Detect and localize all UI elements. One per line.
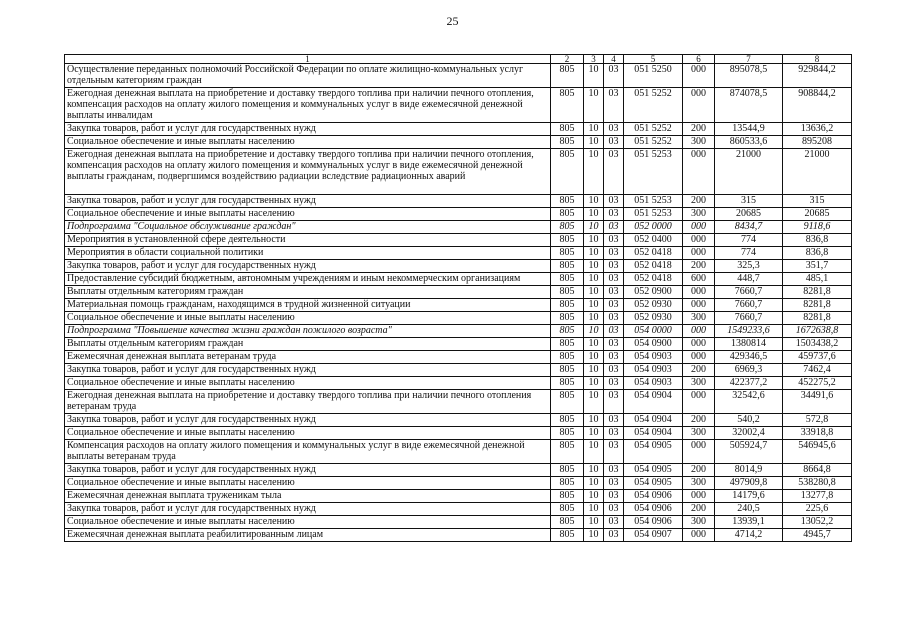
ved-code: 805 [551,427,584,440]
subsection-code: 03 [604,490,624,503]
row-name: Закупка товаров, работ и услуг для государственных нужд [65,260,551,273]
table-row [65,325,852,338]
section-code: 10 [584,149,604,195]
subsection-code: 03 [604,312,624,325]
column-number: 2 [551,55,584,64]
row-name: Ежегодная денежная выплата на приобретение и доставку твердого топлива при наличии печного отопления ветеранам труда [65,390,551,414]
row-name: Выплаты отдельным категориям граждан [65,338,551,351]
amount-year-1: 874078,5 [715,88,783,123]
target-article-code: 054 0905 [624,440,683,464]
subsection-code: 03 [604,208,624,221]
expense-type-code: 000 [683,390,715,414]
column-number: 5 [624,55,683,64]
expense-type-code: 300 [683,477,715,490]
row-name: Предоставление субсидий бюджетным, автономным учреждениям и иным некоммерческим организациям [65,273,551,286]
amount-year-2: 485,1 [783,273,852,286]
row-name: Закупка товаров, работ и услуг для государственных нужд [65,464,551,477]
target-article-code: 052 0418 [624,247,683,260]
ved-code: 805 [551,286,584,299]
amount-year-2: 452275,2 [783,377,852,390]
amount-year-2: 538280,8 [783,477,852,490]
row-name: Закупка товаров, работ и услуг для государственных нужд [65,123,551,136]
amount-year-2: 13052,2 [783,516,852,529]
target-article-code: 054 0905 [624,464,683,477]
ved-code: 805 [551,351,584,364]
section-code: 10 [584,503,604,516]
amount-year-1: 7660,7 [715,299,783,312]
ved-code: 805 [551,195,584,208]
table-row [65,390,852,414]
row-name: Подпрограмма "Повышение качества жизни граждан пожилого возраста" [65,325,551,338]
subsection-code: 03 [604,338,624,351]
expense-type-code: 000 [683,529,715,542]
section-code: 10 [584,427,604,440]
row-name: Социальное обеспечение и иные выплаты населению [65,208,551,221]
row-name: Социальное обеспечение и иные выплаты населению [65,312,551,325]
section-code: 10 [584,440,604,464]
amount-year-2: 572,8 [783,414,852,427]
row-name: Закупка товаров, работ и услуг для государственных нужд [65,195,551,208]
amount-year-1: 497909,8 [715,477,783,490]
expense-type-code: 200 [683,464,715,477]
table-row [65,414,852,427]
target-article-code: 051 5252 [624,136,683,149]
amount-year-1: 774 [715,234,783,247]
expense-type-code: 300 [683,136,715,149]
target-article-code: 052 0930 [624,312,683,325]
row-name: Социальное обеспечение и иные выплаты населению [65,377,551,390]
target-article-code: 052 0418 [624,260,683,273]
expense-type-code: 000 [683,234,715,247]
section-code: 10 [584,260,604,273]
table-row [65,490,852,503]
amount-year-1: 315 [715,195,783,208]
amount-year-2: 908844,2 [783,88,852,123]
target-article-code: 054 0905 [624,477,683,490]
ved-code: 805 [551,490,584,503]
section-code: 10 [584,477,604,490]
row-name: Социальное обеспечение и иные выплаты населению [65,516,551,529]
table-row [65,351,852,364]
table-row [65,477,852,490]
ved-code: 805 [551,299,584,312]
ved-code: 805 [551,260,584,273]
column-number: 3 [584,55,604,64]
target-article-code: 051 5252 [624,88,683,123]
page-number: 25 [446,14,459,28]
table-row [65,64,852,88]
table-row [65,299,852,312]
amount-year-1: 7660,7 [715,312,783,325]
target-article-code: 054 0906 [624,503,683,516]
column-number: 1 [65,55,551,64]
table-row [65,427,852,440]
amount-year-1: 8014,9 [715,464,783,477]
ved-code: 805 [551,234,584,247]
amount-year-1: 32002,4 [715,427,783,440]
amount-year-2: 836,8 [783,247,852,260]
target-article-code: 054 0903 [624,364,683,377]
ved-code: 805 [551,88,584,123]
subsection-code: 03 [604,286,624,299]
amount-year-1: 1380814 [715,338,783,351]
column-number: 7 [715,55,783,64]
table-row [65,503,852,516]
amount-year-2: 8281,8 [783,286,852,299]
section-code: 10 [584,234,604,247]
subsection-code: 03 [604,88,624,123]
target-article-code: 051 5250 [624,64,683,88]
section-code: 10 [584,529,604,542]
amount-year-1: 13939,1 [715,516,783,529]
amount-year-2: 459737,6 [783,351,852,364]
section-code: 10 [584,364,604,377]
section-code: 10 [584,88,604,123]
subsection-code: 03 [604,136,624,149]
table-row [65,208,852,221]
table-row [65,195,852,208]
target-article-code: 051 5252 [624,123,683,136]
section-code: 10 [584,325,604,338]
subsection-code: 03 [604,477,624,490]
expense-type-code: 200 [683,195,715,208]
target-article-code: 054 0904 [624,414,683,427]
table-row [65,260,852,273]
subsection-code: 03 [604,364,624,377]
expense-type-code: 200 [683,414,715,427]
subsection-code: 03 [604,221,624,234]
section-code: 10 [584,286,604,299]
ved-code: 805 [551,503,584,516]
section-code: 10 [584,273,604,286]
row-name: Мероприятия в области социальной политики [65,247,551,260]
table-row [65,377,852,390]
expense-type-code: 000 [683,88,715,123]
table-row [65,273,852,286]
amount-year-1: 4714,2 [715,529,783,542]
ved-code: 805 [551,364,584,377]
table-row [65,149,852,195]
subsection-code: 03 [604,351,624,364]
expense-type-code: 600 [683,273,715,286]
section-code: 10 [584,247,604,260]
ved-code: 805 [551,64,584,88]
row-name: Социальное обеспечение и иные выплаты населению [65,427,551,440]
amount-year-1: 429346,5 [715,351,783,364]
target-article-code: 054 0000 [624,325,683,338]
table-row [65,221,852,234]
table-row [65,136,852,149]
row-name: Ежемесячная денежная выплата труженикам тыла [65,490,551,503]
subsection-code: 03 [604,440,624,464]
subsection-code: 03 [604,464,624,477]
amount-year-1: 13544,9 [715,123,783,136]
amount-year-1: 860533,6 [715,136,783,149]
ved-code: 805 [551,414,584,427]
amount-year-1: 422377,2 [715,377,783,390]
section-code: 10 [584,377,604,390]
amount-year-2: 13636,2 [783,123,852,136]
expense-type-code: 000 [683,299,715,312]
subsection-code: 03 [604,414,624,427]
table-row [65,88,852,123]
amount-year-1: 1549233,6 [715,325,783,338]
amount-year-2: 34491,6 [783,390,852,414]
section-code: 10 [584,64,604,88]
section-code: 10 [584,312,604,325]
amount-year-2: 836,8 [783,234,852,247]
expense-type-code: 300 [683,427,715,440]
ved-code: 805 [551,247,584,260]
ved-code: 805 [551,149,584,195]
table-row [65,234,852,247]
subsection-code: 03 [604,377,624,390]
amount-year-2: 4945,7 [783,529,852,542]
expense-type-code: 000 [683,286,715,299]
target-article-code: 051 5253 [624,208,683,221]
amount-year-2: 225,6 [783,503,852,516]
section-code: 10 [584,490,604,503]
section-code: 10 [584,351,604,364]
amount-year-1: 895078,5 [715,64,783,88]
amount-year-2: 9118,6 [783,221,852,234]
expense-type-code: 000 [683,247,715,260]
row-name: Закупка товаров, работ и услуг для государственных нужд [65,503,551,516]
column-number: 6 [683,55,715,64]
ved-code: 805 [551,338,584,351]
amount-year-2: 13277,8 [783,490,852,503]
table-row [65,286,852,299]
row-name: Мероприятия в установленной сфере деятельности [65,234,551,247]
amount-year-1: 448,7 [715,273,783,286]
expense-type-code: 300 [683,312,715,325]
row-name: Выплаты отдельным категориям граждан [65,286,551,299]
ved-code: 805 [551,325,584,338]
section-code: 10 [584,299,604,312]
target-article-code: 051 5253 [624,149,683,195]
column-number: 8 [783,55,852,64]
subsection-code: 03 [604,299,624,312]
target-article-code: 051 5253 [624,195,683,208]
table-row [65,338,852,351]
target-article-code: 054 0906 [624,490,683,503]
amount-year-2: 929844,2 [783,64,852,88]
ved-code: 805 [551,516,584,529]
ved-code: 805 [551,464,584,477]
amount-year-2: 8281,8 [783,299,852,312]
budget-table [64,54,852,542]
subsection-code: 03 [604,325,624,338]
table-row [65,123,852,136]
expense-type-code: 300 [683,208,715,221]
subsection-code: 03 [604,195,624,208]
subsection-code: 03 [604,247,624,260]
target-article-code: 054 0907 [624,529,683,542]
row-name: Ежемесячная денежная выплата реабилитированным лицам [65,529,551,542]
target-article-code: 054 0904 [624,390,683,414]
section-code: 10 [584,123,604,136]
amount-year-2: 546945,6 [783,440,852,464]
amount-year-1: 14179,6 [715,490,783,503]
table-row [65,529,852,542]
section-code: 10 [584,414,604,427]
column-number: 4 [604,55,624,64]
ved-code: 805 [551,440,584,464]
row-name: Социальное обеспечение и иные выплаты населению [65,477,551,490]
expense-type-code: 200 [683,123,715,136]
subsection-code: 03 [604,427,624,440]
ved-code: 805 [551,390,584,414]
table-row [65,364,852,377]
section-code: 10 [584,338,604,351]
expense-type-code: 000 [683,490,715,503]
target-article-code: 052 0000 [624,221,683,234]
section-code: 10 [584,464,604,477]
ved-code: 805 [551,312,584,325]
expense-type-code: 300 [683,377,715,390]
expense-type-code: 000 [683,221,715,234]
row-name: Закупка товаров, работ и услуг для государственных нужд [65,414,551,427]
subsection-code: 03 [604,260,624,273]
amount-year-1: 20685 [715,208,783,221]
amount-year-2: 33918,8 [783,427,852,440]
subsection-code: 03 [604,529,624,542]
ved-code: 805 [551,377,584,390]
amount-year-1: 7660,7 [715,286,783,299]
column-number-row [65,55,852,64]
ved-code: 805 [551,273,584,286]
target-article-code: 052 0900 [624,286,683,299]
row-name: Компенсация расходов на оплату жилого помещения и коммунальных услуг в виде ежемесячной денежной выплаты ветеранам труда [65,440,551,464]
ved-code: 805 [551,221,584,234]
amount-year-1: 325,3 [715,260,783,273]
amount-year-2: 315 [783,195,852,208]
section-code: 10 [584,208,604,221]
row-name: Материальная помощь гражданам, находящимся в трудной жизненной ситуации [65,299,551,312]
subsection-code: 03 [604,516,624,529]
section-code: 10 [584,390,604,414]
row-name: Подпрограмма "Социальное обслуживание граждан" [65,221,551,234]
amount-year-1: 6969,3 [715,364,783,377]
amount-year-2: 7462,4 [783,364,852,377]
expense-type-code: 200 [683,260,715,273]
section-code: 10 [584,136,604,149]
table-row [65,464,852,477]
amount-year-1: 21000 [715,149,783,195]
expense-type-code: 000 [683,149,715,195]
target-article-code: 052 0418 [624,273,683,286]
amount-year-2: 351,7 [783,260,852,273]
amount-year-1: 774 [715,247,783,260]
target-article-code: 054 0904 [624,427,683,440]
subsection-code: 03 [604,64,624,88]
row-name: Ежемесячная денежная выплата ветеранам труда [65,351,551,364]
ved-code: 805 [551,529,584,542]
section-code: 10 [584,195,604,208]
target-article-code: 054 0903 [624,377,683,390]
amount-year-2: 8664,8 [783,464,852,477]
amount-year-1: 8434,7 [715,221,783,234]
expense-type-code: 200 [683,503,715,516]
section-code: 10 [584,516,604,529]
amount-year-2: 20685 [783,208,852,221]
table-row [65,440,852,464]
amount-year-1: 32542,6 [715,390,783,414]
amount-year-2: 1672638,8 [783,325,852,338]
subsection-code: 03 [604,273,624,286]
table-row [65,247,852,260]
ved-code: 805 [551,208,584,221]
subsection-code: 03 [604,149,624,195]
amount-year-1: 505924,7 [715,440,783,464]
amount-year-2: 1503438,2 [783,338,852,351]
expense-type-code: 000 [683,338,715,351]
ved-code: 805 [551,136,584,149]
expense-type-code: 000 [683,64,715,88]
table-row [65,516,852,529]
amount-year-2: 8281,8 [783,312,852,325]
expense-type-code: 300 [683,516,715,529]
target-article-code: 052 0930 [624,299,683,312]
subsection-code: 03 [604,234,624,247]
expense-type-code: 200 [683,364,715,377]
table-row [65,312,852,325]
target-article-code: 054 0903 [624,351,683,364]
row-name: Осуществление переданных полномочий Российской Федерации по оплате жилищно-коммунальных услуг отдельным категориям граждан [65,64,551,88]
subsection-code: 03 [604,503,624,516]
row-name: Закупка товаров, работ и услуг для государственных нужд [65,364,551,377]
row-name: Ежегодная денежная выплата на приобретение и доставку твердого топлива при наличии печного отопления, компенсация расходов на оплату жилого помещения и коммунальных услуг в виде ежемесячной денежной выплаты инвалидам [65,88,551,123]
subsection-code: 03 [604,123,624,136]
section-code: 10 [584,221,604,234]
amount-year-2: 21000 [783,149,852,195]
amount-year-1: 540,2 [715,414,783,427]
amount-year-2: 895208 [783,136,852,149]
ved-code: 805 [551,123,584,136]
target-article-code: 052 0400 [624,234,683,247]
target-article-code: 054 0906 [624,516,683,529]
table-body [65,64,852,542]
subsection-code: 03 [604,390,624,414]
expense-type-code: 000 [683,440,715,464]
expense-type-code: 000 [683,351,715,364]
row-name: Ежегодная денежная выплата на приобретение и доставку твердого топлива при наличии печного отопления, компенсация расходов на оплату жилого помещения и коммунальных услуг в виде ежемесячной денежной выплаты гражданам, подвергшимся воздействию радиации вследствие радиационных аварий [65,149,551,195]
expense-type-code: 000 [683,325,715,338]
target-article-code: 054 0900 [624,338,683,351]
amount-year-1: 240,5 [715,503,783,516]
ved-code: 805 [551,477,584,490]
row-name: Социальное обеспечение и иные выплаты населению [65,136,551,149]
